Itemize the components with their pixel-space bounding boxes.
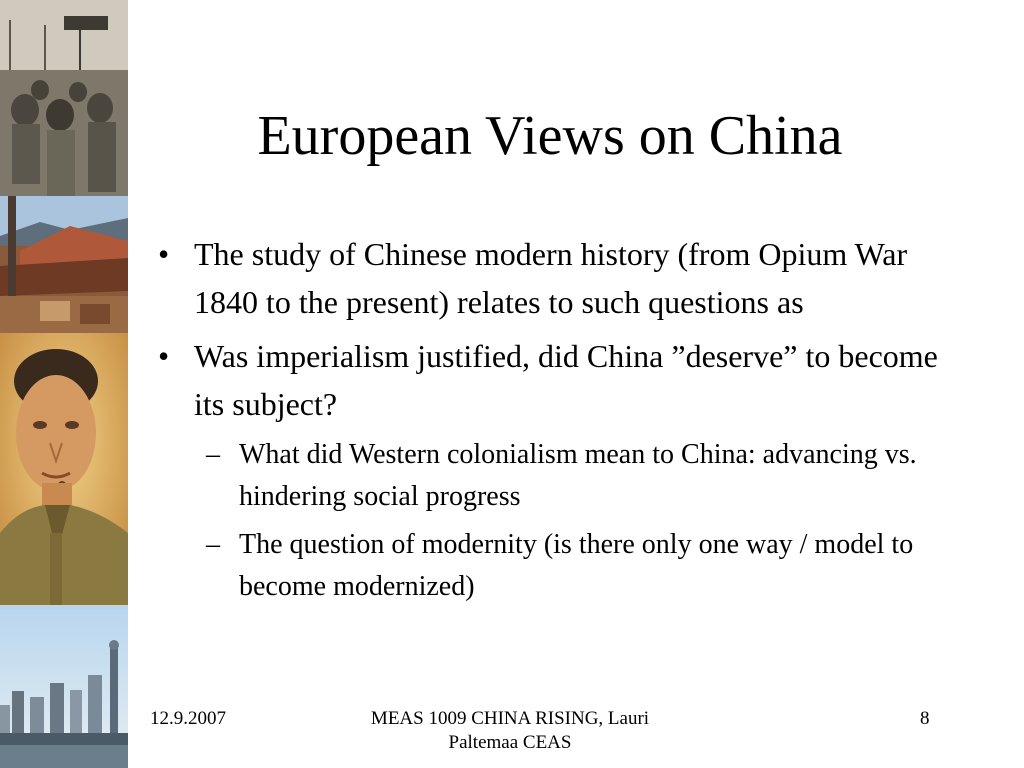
- sub-bullet-text: The question of modernity (is there only one way / model to become modernized): [239, 529, 914, 602]
- chinese-rooftops-photo: [0, 196, 128, 333]
- left-image-strip: [0, 0, 128, 768]
- footer-course-info: [340, 707, 680, 755]
- sub-bullet-item: [194, 524, 950, 608]
- leader-portrait-painting: [0, 333, 128, 605]
- sub-bullet-marker: –: [206, 529, 220, 560]
- footer-course-line-2: Paltemaa CEAS: [448, 732, 572, 753]
- bullet-marker: •: [158, 338, 170, 374]
- bullet-item: [150, 332, 950, 428]
- bullet-item: [150, 230, 950, 326]
- footer-date: 12.9.2007: [150, 708, 226, 729]
- sub-bullet-marker: –: [206, 439, 220, 470]
- slide-title: European Views on China: [257, 105, 843, 167]
- bullet-marker: •: [158, 236, 170, 272]
- footer-page-number: 8: [920, 708, 930, 729]
- marching-soldiers-photo: [0, 0, 128, 196]
- sub-bullet-text: What did Western colonialism mean to China: advancing vs. hindering social progress: [239, 439, 917, 512]
- slide-body: [150, 230, 950, 608]
- bullet-text: Was imperialism justified, did China ”deserve” to become its subject?: [194, 338, 938, 422]
- sub-bullet-item: [194, 434, 950, 518]
- city-skyline-photo: [0, 605, 128, 768]
- bullet-text: The study of Chinese modern history (from Opium War 1840 to the present) relates to such questions as: [194, 236, 908, 320]
- footer-course-line-1: MEAS 1009 CHINA RISING, Lauri: [370, 708, 650, 729]
